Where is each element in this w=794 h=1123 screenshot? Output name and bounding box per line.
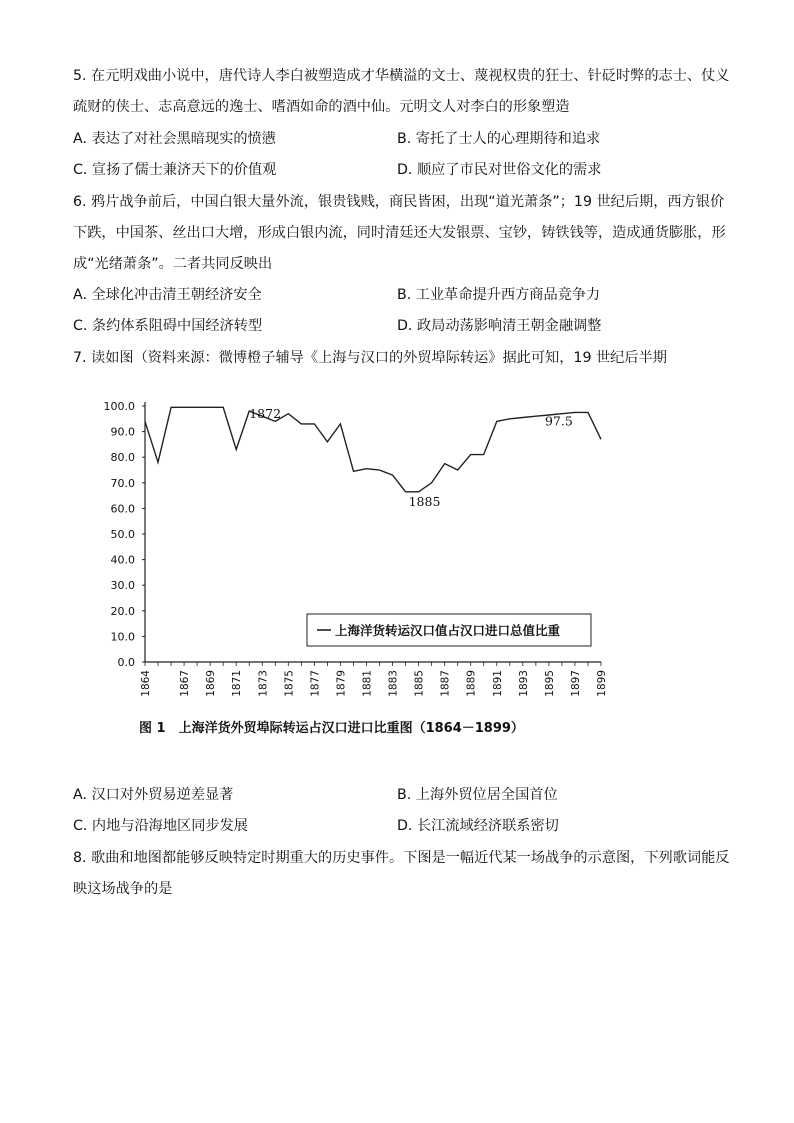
y-tick-label: 50.0 — [110, 528, 135, 541]
x-tick-label: 1881 — [361, 670, 374, 697]
q6-stem-line1: 6. 鸦片战争前后，中国白银大量外流，银贵钱贱，商民皆困，出现“道光萧条”；19 世纪后期，西方银价 — [73, 194, 725, 210]
annotation-label: 1872 — [249, 406, 282, 422]
chart-title: 图 1 上海洋货外贸埠际转运占汉口进口比重图（1864－1899） — [139, 721, 524, 736]
series-line — [145, 407, 601, 492]
x-tick-label: 1883 — [387, 670, 400, 697]
y-tick-label: 80.0 — [110, 451, 135, 465]
x-tick-label: 1899 — [596, 670, 608, 697]
x-tick-labels — [140, 662, 608, 697]
q6-stem-line3: 成“光绪萧条”。二者共同反映出 — [73, 256, 273, 272]
x-tick-label: 1897 — [569, 670, 582, 697]
q5-stem-line1: 5. 在元明戏曲小说中，唐代诗人李白被塑造成才华横溢的文士、蔑视权贵的狂士、针砭时弊的志士、仗义 — [73, 68, 730, 84]
legend-label: 上海洋货转运汉口值占汉口进口总值比重 — [335, 623, 561, 638]
y-tick-label: 100.0 — [103, 400, 135, 413]
x-tick-label: 1867 — [179, 670, 192, 697]
x-tick-label: 1891 — [491, 670, 504, 697]
x-tick-label: 1885 — [413, 670, 426, 697]
chart-legend — [307, 614, 591, 646]
q6-option-c[interactable]: C. 条约体系阻碍中国经济转型 — [73, 318, 263, 334]
y-tick-label: 10.0 — [110, 630, 135, 644]
q7-option-c[interactable]: C. 内地与沿海地区同步发展 — [73, 818, 248, 834]
x-tick-label: 1864 — [140, 670, 152, 697]
x-tick-label: 1871 — [231, 670, 244, 697]
x-tick-label: 1877 — [309, 670, 322, 697]
y-tick-label: 60.0 — [110, 502, 135, 516]
y-tick-label: 0.0 — [117, 656, 135, 669]
q5-option-d[interactable]: D. 顺应了市民对世俗文化的需求 — [397, 162, 602, 178]
x-tick-label: 1887 — [439, 670, 452, 697]
q6-option-a[interactable]: A. 全球化冲击清王朝经济安全 — [73, 287, 262, 303]
q7-stem: 7. 读如图（资料来源：微博橙子辅导《上海与汉口的外贸埠际转运》据此可知，19 世纪后半期 — [73, 350, 667, 366]
q6-option-b[interactable]: B. 工业革命提升西方商品竞争力 — [397, 287, 601, 303]
y-tick-label: 90.0 — [110, 425, 135, 439]
q6-stem-line2: 下跌，中国茶、丝出口大增，形成白银内流，同时清廷还大发银票、宝钞，铸铁钱等，造成通货膨胀，形 — [73, 225, 726, 241]
q7-option-a[interactable]: A. 汉口对外贸易逆差显著 — [73, 787, 234, 803]
trade-chart — [95, 392, 615, 752]
annotation-label: 1885 — [408, 493, 441, 509]
y-tick-label: 40.0 — [110, 553, 135, 567]
x-tick-label: 1875 — [283, 670, 296, 697]
q6-option-d[interactable]: D. 政局动荡影响清王朝金融调整 — [397, 318, 602, 334]
x-tick-label: 1869 — [205, 670, 218, 697]
q7-option-d[interactable]: D. 长江流域经济联系密切 — [397, 818, 559, 834]
y-tick-label: 20.0 — [110, 604, 135, 618]
x-tick-label: 1893 — [517, 670, 530, 697]
q5-option-b[interactable]: B. 寄托了士人的心理期待和追求 — [397, 131, 601, 147]
annotation-label: 97.5 — [544, 413, 573, 429]
q7-option-b[interactable]: B. 上海外贸位居全国首位 — [397, 787, 558, 803]
q8-stem-line1: 8. 歌曲和地图都能够反映特定时期重大的历史事件。下图是一幅近代某一场战争的示意图，下列歌词能反 — [73, 850, 730, 866]
y-tick-label: 30.0 — [110, 579, 135, 593]
x-tick-label: 1889 — [465, 670, 478, 697]
q5-stem-line2: 疏财的侠士、志高意远的逸士、嗜酒如命的酒中仙。元明文人对李白的形象塑造 — [73, 99, 570, 115]
trade-line-chart — [95, 392, 615, 752]
y-tick-labels — [104, 400, 146, 669]
y-tick-label: 70.0 — [110, 476, 135, 490]
q5-option-c[interactable]: C. 宣扬了儒士兼济天下的价值观 — [73, 162, 277, 178]
x-tick-label: 1873 — [257, 670, 270, 697]
x-tick-label: 1895 — [543, 670, 556, 697]
x-tick-label: 1879 — [335, 670, 348, 697]
q8-stem-line2: 映这场战争的是 — [73, 881, 173, 897]
q5-option-a[interactable]: A. 表达了对社会黑暗现实的愤懑 — [73, 131, 276, 147]
